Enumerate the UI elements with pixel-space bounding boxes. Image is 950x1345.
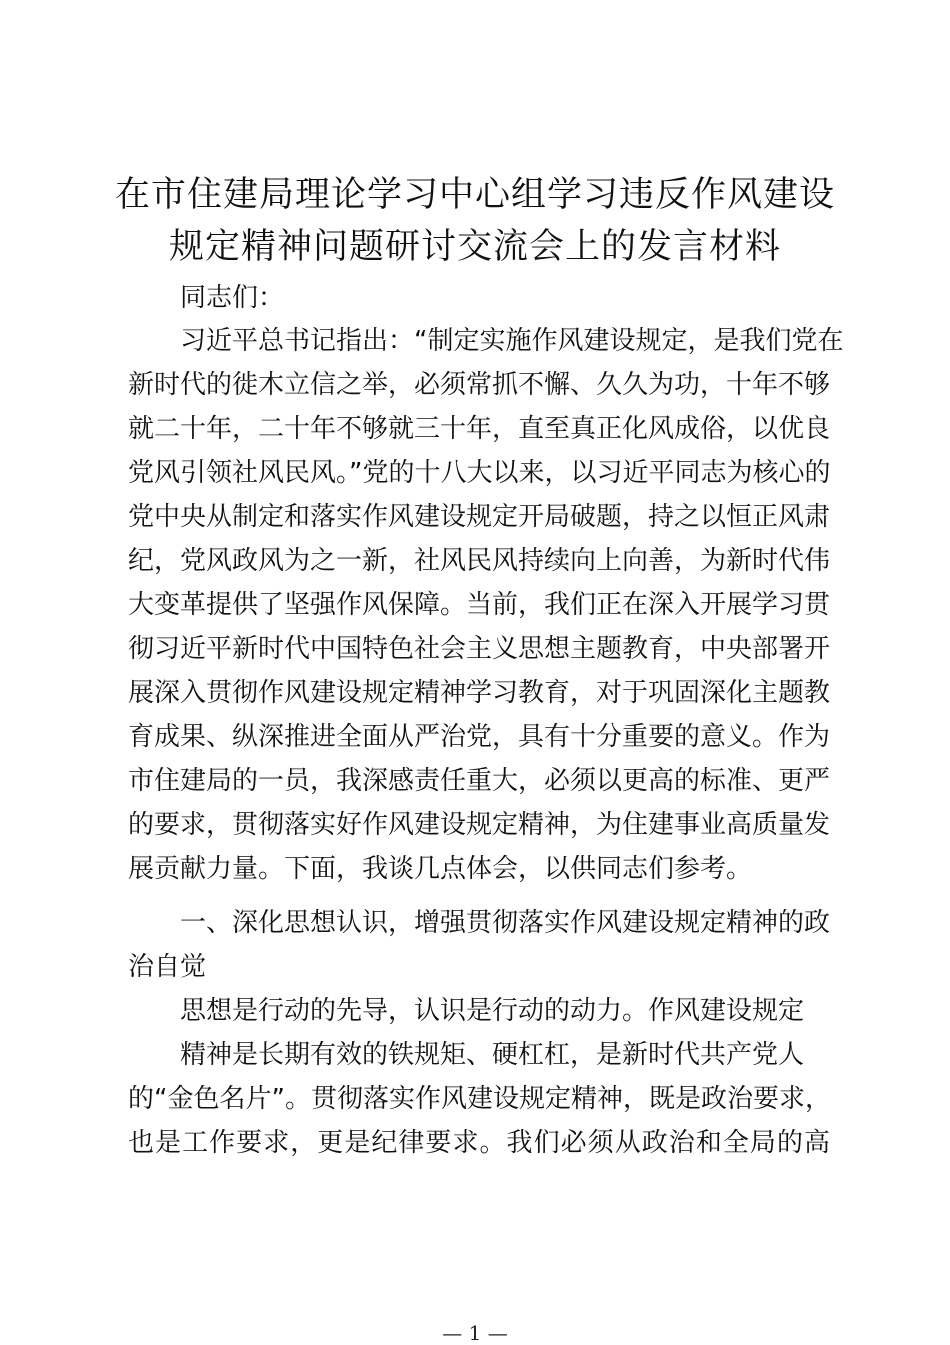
- paragraph-line: 大变革提供了坚强作风保障。当前，我们正在深入开展学习贯: [128, 590, 831, 620]
- paragraph-line: 就二十年，二十年不够就三十年，直至真正化风成俗，以优良: [128, 414, 831, 444]
- section-heading-line: 治自觉: [128, 952, 207, 982]
- page-number: — 1 —: [442, 1321, 508, 1345]
- paragraph-line: 展贡献力量。下面，我谈几点体会，以供同志们参考。: [128, 854, 753, 884]
- paragraph-line: 育成果、纵深推进全面从严治党，具有十分重要的意义。作为: [128, 722, 831, 752]
- section-heading-line: 一、深化思想认识，增强贯彻落实作风建设规定精神的政: [180, 908, 831, 938]
- salutation: 同志们：: [180, 283, 285, 313]
- paragraph-line: 彻习近平新时代中国特色社会主义思想主题教育，中央部署开: [128, 634, 831, 664]
- paragraph-line: 精神是长期有效的铁规矩、硬杠杠，是新时代共产党人: [180, 1040, 805, 1070]
- paragraph-line: 新时代的徙木立信之举，必须常抓不懈、久久为功，十年不够: [128, 370, 831, 400]
- paragraph-line: 党风引领社风民风。”党的十八大以来，以习近平同志为核心的: [128, 458, 831, 488]
- paragraph-line: 的要求，贯彻落实好作风建设规定精神，为住建事业高质量发: [128, 810, 831, 840]
- paragraph-line: 习近平总书记指出：“制定实施作风建设规定，是我们党在: [180, 326, 844, 356]
- paragraph-line: 也是工作要求，更是纪律要求。我们必须从政治和全局的高: [128, 1128, 830, 1158]
- paragraph-line: 思想是行动的先导，认识是行动的动力。作风建设规定: [180, 996, 805, 1026]
- paragraph-line: 展深入贯彻作风建设规定精神学习教育，对于巩固深化主题教: [128, 678, 831, 708]
- document-title-line-1: 在市住建局理论学习中心组学习违反作风建设: [114, 175, 835, 215]
- paragraph-line: 纪，党风政风为之一新，社风民风持续向上向善，为新时代伟: [128, 546, 831, 576]
- document-title-line-2: 规定精神问题研讨交流会上的发言材料: [168, 227, 781, 267]
- paragraph-line: 党中央从制定和落实作风建设规定开局破题，持之以恒正风肃: [128, 502, 831, 532]
- paragraph-line: 市住建局的一员，我深感责任重大，必须以更高的标准、更严: [128, 766, 831, 796]
- paragraph-line: 的“金色名片”。贯彻落实作风建设规定精神，既是政治要求，: [128, 1084, 831, 1114]
